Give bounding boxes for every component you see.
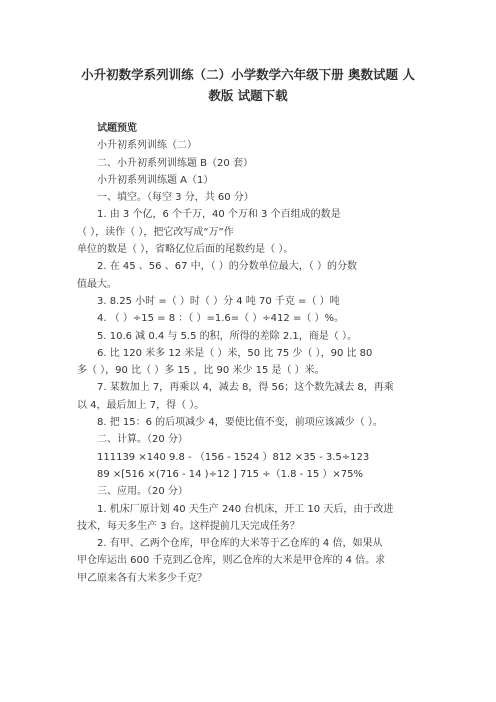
text-line: 二、计算。（20 分） [97,434,188,446]
text-line: 89 ×[516 ×(716 - 14 )÷12 ] 715 ÷（1.8 - 15 ）×75% [97,468,363,480]
title-line-2: 教版 试题下载 [208,88,288,103]
text-line: （ ），读作（ ），把它改写成“万”作 [77,226,234,238]
text-line: 甲仓库运出 600 千克到乙仓库，则乙仓库的大米是甲仓库的 4 倍。求 [77,555,386,567]
text-line: 1. 由 3 个亿，6 个千万，40 个万和 3 个百组成的数是 [97,209,341,221]
title-line-1: 小升初数学系列训练（二）小学数学六年级下册 奥数试题 人 [81,67,415,82]
text-line: 一、填空。（每空 3 分，共 60 分） [97,192,254,204]
text-line: 7. 某数加上 7，再乘以 4，减去 8，得 56；这个数先减去 8，再乘 [97,382,394,394]
text-line: 值最大。 [77,278,117,290]
text-line: 甲乙原来各有大米多少千克？ [77,572,207,584]
text-line: 单位的数是（ ），省略亿位后面的尾数约是（ ）。 [77,244,294,256]
text-line: 8. 把 15：6 的后项减少 4，要使比值不变，前项应该减少（ ）。 [97,417,383,429]
text-line: 1. 机床厂原计划 40 天生产 240 台机床，开工 10 天后，由于改进 [97,503,394,515]
text-line: 多（ ），90 比（ ）多 15 ，比 90 米少 15 是（ ）米。 [77,365,325,377]
document-body [77,120,420,587]
text-line: 6. 比 120 米多 12 米是（ ）米，50 比 75 少（ ），90 比 80 [97,347,373,359]
text-line: 111139 ×140 9.8 - （156 - 1524 ）812 ×35 - 3.5÷123 [97,451,370,463]
text-line: 技术，每天多生产 3 台。这样提前几天完成任务？ [77,520,300,532]
text-line: 三、应用。（20 分） [97,486,188,498]
text-line: 2. 在 45 、56 、67 中，（ ）的分数单位最大，（ ）的分数 [97,261,357,273]
text-line: 试题预览 [97,123,137,134]
text-line: 二、小升初系列训练题 B（20 套） [97,157,253,169]
text-line: 小升初系列训练题 A（1） [97,174,214,186]
text-line: 2. 有甲、乙两个仓库，甲仓库的大米等于乙仓库的 4 倍，如果从 [97,538,383,550]
text-line: 3. 8.25 小时 =（ ）时（ ）分 4 吨 70 千克 =（ ）吨 [97,295,340,307]
text-line: 小升初系列训练（二） [97,140,197,152]
text-line: 5. 10.6 减 0.4 与 5.5 的积，所得的差除 2.1，商是（ ）。 [97,330,357,342]
text-line: 以 4，最后加上 7，得（ ）。 [77,399,205,411]
document-title [70,64,426,106]
text-line: 4. （ ）÷15 = 8 ：（ ）=1.6=（ ）÷412 =（ ）%。 [97,313,345,325]
